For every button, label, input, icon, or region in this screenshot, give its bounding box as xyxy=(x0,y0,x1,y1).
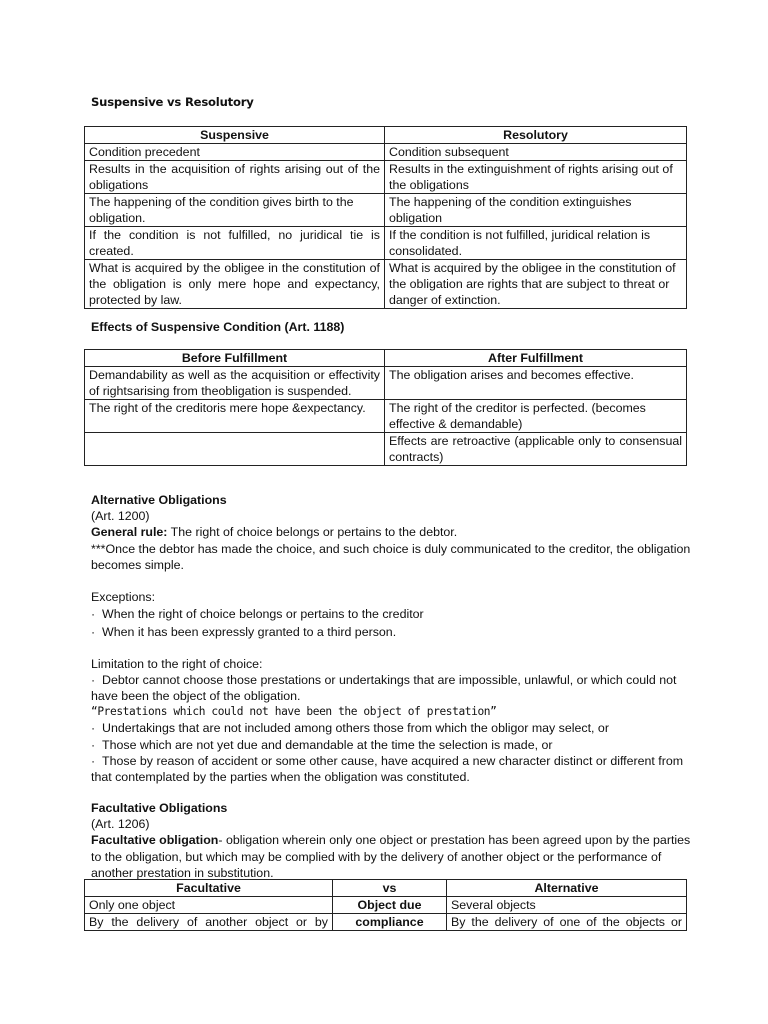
table-cell: The right of the creditor is perfected. (becomes effective & demandable) xyxy=(385,400,687,433)
table-cell: The right of the creditoris mere hope &expectancy. xyxy=(85,400,385,433)
quote-text: “Prestations which could not have been the object of prestation” xyxy=(91,705,497,719)
article-reference: (Art. 1206) xyxy=(91,817,150,832)
table-cell: Object due xyxy=(333,897,447,914)
table-effects-suspensive xyxy=(84,349,687,466)
table-cell: Condition precedent xyxy=(85,144,385,161)
limitation-label: Limitation to the right of choice: xyxy=(91,656,263,671)
facultative-definition xyxy=(91,832,691,881)
table-row xyxy=(85,194,687,227)
general-rule-label: General rule: xyxy=(91,525,168,540)
table-facultative-vs-alternative xyxy=(84,879,687,931)
table-cell: Results in the extinguishment of rights arising out of the obligations xyxy=(385,161,687,194)
table-cell: The happening of the condition gives birth to the obligation. xyxy=(85,194,385,227)
table-cell: What is acquired by the obligee in the constitution of the obligation is only mere hope and expectancy, protected by law. xyxy=(85,260,385,309)
table-cell: Only one object xyxy=(85,897,333,914)
table-cell xyxy=(85,433,385,466)
table-row xyxy=(85,144,687,161)
table-cell: If the condition is not fulfilled, no juridical tie is created. xyxy=(85,227,385,260)
general-rule-text: The right of choice belongs or pertains to the debtor. xyxy=(167,525,458,540)
exception-item: · When the right of choice belongs or pertains to the creditor xyxy=(91,607,424,622)
table-cell: Results in the acquisition of rights arising out of the obligations xyxy=(85,161,385,194)
article-reference: (Art. 1200) xyxy=(91,509,150,524)
table-row xyxy=(85,914,687,931)
bullet-icon: · xyxy=(91,737,96,752)
table-cell: If the condition is not fulfilled, juridical relation is consolidated. xyxy=(385,227,687,260)
bullet-icon: · xyxy=(91,672,96,687)
bullet-icon: · xyxy=(91,753,96,768)
table-header-suspensive: Suspensive xyxy=(85,127,385,144)
table-row xyxy=(85,227,687,260)
alternative-obligations-block xyxy=(91,492,691,785)
section-title-suspensive-vs-resolutory: Suspensive vs Resolutory xyxy=(91,95,254,109)
table-cell: Effects are retroactive (applicable only to consensual contracts) xyxy=(385,433,687,466)
limitation-item: · Those which are not yet due and demandable at the time the selection is made, or xyxy=(91,737,553,752)
definition-text: - obligation wherein only one object or prestation has been agreed upon by the parties to the obligation, but which may be complied with by the delivery of another object or the performance of another prestation in substitution. xyxy=(91,833,691,880)
table-row xyxy=(85,400,687,433)
section-title-alternative-obligations: Alternative Obligations xyxy=(91,493,227,507)
table-suspensive-vs-resolutory xyxy=(84,126,687,309)
bullet-icon: · xyxy=(91,721,96,736)
exceptions-label: Exceptions: xyxy=(91,590,156,605)
bullet-icon: · xyxy=(91,625,96,640)
note-text: ***Once the debtor has made the choice, and such choice is duly communicated to the creditor, the obligation becomes simple. xyxy=(91,541,691,572)
table-row xyxy=(85,367,687,400)
table-row xyxy=(85,897,687,914)
limitation-item: · Those by reason of accident or some other cause, have acquired a new character distinct or different from that contemplated by the parties when the obligation was constituted. xyxy=(91,753,684,785)
table-header-resolutory: Resolutory xyxy=(385,127,687,144)
table-header-alternative: Alternative xyxy=(447,880,687,897)
table-cell: Demandability as well as the acquisition or effectivity of rightsarising from theobligation is suspended. xyxy=(85,367,385,400)
table-header-after-fulfillment: After Fulfillment xyxy=(385,350,687,367)
general-rule xyxy=(91,524,691,540)
exception-item: · When it has been expressly granted to a third person. xyxy=(91,625,397,640)
table-row xyxy=(85,433,687,466)
table-header-before-fulfillment: Before Fulfillment xyxy=(85,350,385,367)
table-header-vs: vs xyxy=(333,880,447,897)
table-cell: The happening of the condition extinguishes obligation xyxy=(385,194,687,227)
table-cell: What is acquired by the obligee in the constitution of the obligation are rights that are subject to threat or danger of extinction. xyxy=(385,260,687,309)
limitation-item: · Undertakings that are not included among others those from which the obligor may select, or xyxy=(91,721,609,736)
table-cell: Several objects xyxy=(447,897,687,914)
table-cell: compliance xyxy=(333,914,447,931)
table-header-facultative: Facultative xyxy=(85,880,333,897)
table-cell: By the delivery of another object or by xyxy=(85,914,333,931)
definition-label: Facultative obligation xyxy=(91,833,219,848)
table-cell: The obligation arises and becomes effective. xyxy=(385,367,687,400)
table-row xyxy=(85,161,687,194)
limitation-item: · Debtor cannot choose those prestations or undertakings that are impossible, unlawful, or which could not have been the object of the obligation. xyxy=(91,672,677,704)
bullet-icon: · xyxy=(91,607,96,622)
table-cell: Condition subsequent xyxy=(385,144,687,161)
table-row xyxy=(85,260,687,309)
section-title-facultative-obligations: Facultative Obligations xyxy=(91,801,228,815)
facultative-obligations-block xyxy=(91,800,691,881)
section-title-effects-suspensive: Effects of Suspensive Condition (Art. 1188) xyxy=(91,320,345,334)
table-cell: By the delivery of one of the objects or xyxy=(447,914,687,931)
